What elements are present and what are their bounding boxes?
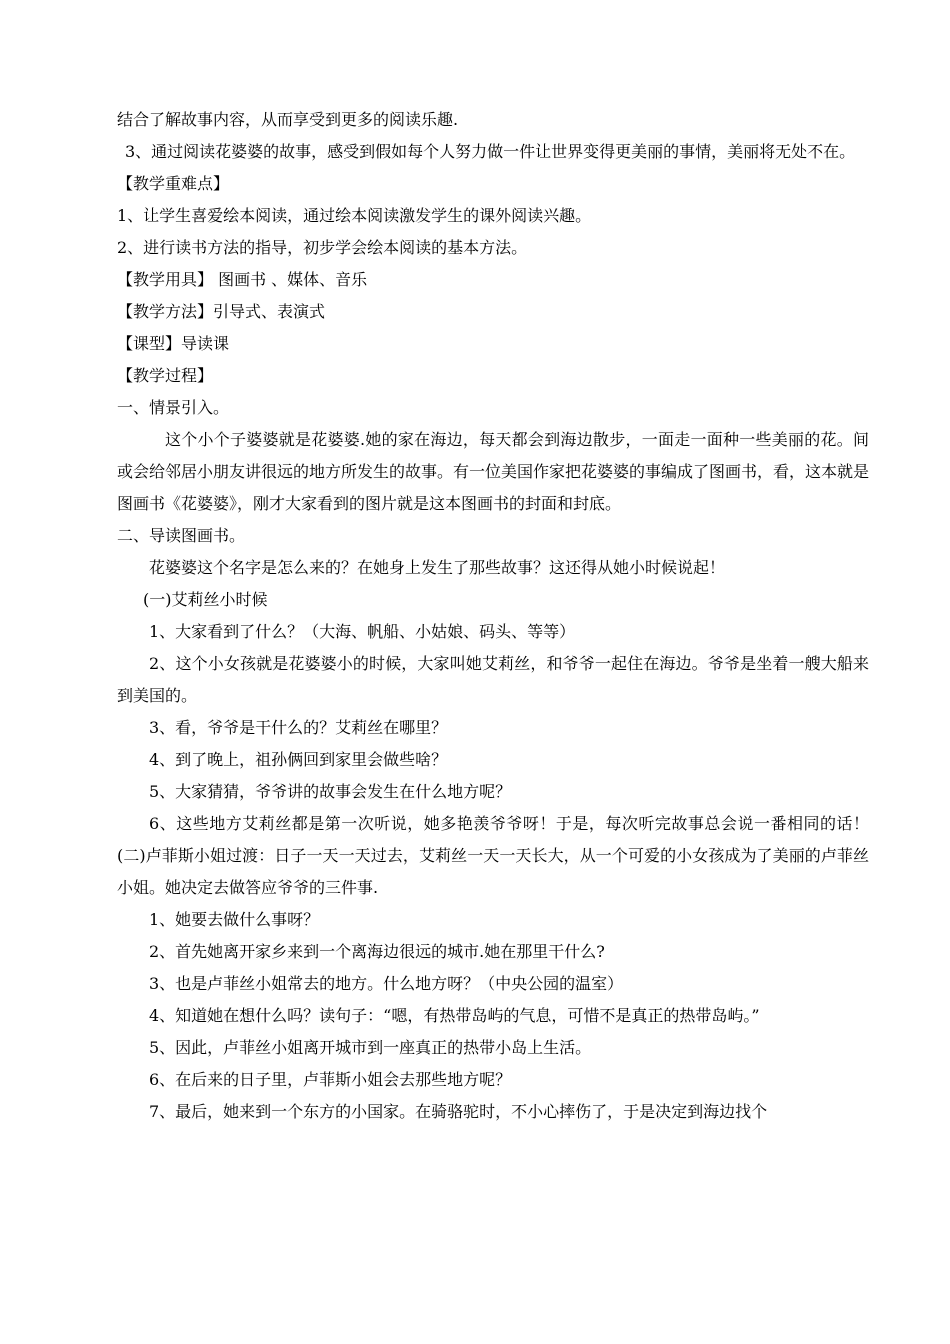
paragraph: 【课型】导读课 [117,334,230,353]
paragraph: 这个小个子婆婆就是花婆婆.她的家在海边，每天都会到海边散步，一面走一面种一些美丽的花。间或会给邻居小朋友讲很远的地方所发生的故事。有一位美国作家把花婆婆的事编成了图画书，看，这本就是图画书《花婆婆》，刚才大家看到的图片就是这本图画书的封面和封底。 [117,430,870,513]
paragraph: 3、看，爷爷是干什么的？艾莉丝在哪里？ [149,718,448,737]
paragraph: 二、导读图画书。 [117,526,246,545]
paragraph: 【教学重难点】 [117,174,230,193]
paragraph: 【教学用具】 图画书 、媒体、音乐 [117,270,368,289]
document-page [117,104,869,1128]
paragraph: 4、知道她在想什么吗？读句子：“嗯，有热带岛屿的气息，可惜不是真正的热带岛屿。” [149,1006,760,1025]
paragraph: 1、让学生喜爱绘本阅读，通过绘本阅读激发学生的课外阅读兴趣。 [117,206,592,225]
paragraph: 2、首先她离开家乡来到一个离海边很远的城市.她在那里干什么? [149,942,605,961]
paragraph: 【教学过程】 [117,366,214,385]
paragraph: 7、最后，她来到一个东方的小国家。在骑骆驼时，不小心摔伤了，于是决定到海边找个 [149,1102,768,1121]
paragraph: 5、因此，卢菲丝小姐离开城市到一座真正的热带小岛上生活。 [149,1038,592,1057]
paragraph: 6、在后来的日子里，卢菲斯小姐会去那些地方呢？ [149,1070,512,1089]
paragraph: 2、进行读书方法的指导，初步学会绘本阅读的基本方法。 [117,238,528,257]
paragraph: 2、这个小女孩就是花婆婆小的时候，大家叫她艾莉丝，和爷爷一起住在海边。爷爷是坐着一艘大船来到美国的。 [117,654,869,705]
paragraph: 3、通过阅读花婆婆的故事，感受到假如每个人努力做一件让世界变得更美丽的事情，美丽将无处不在。 [125,142,856,161]
paragraph: 5、大家猜猜，爷爷讲的故事会发生在什么地方呢？ [149,782,512,801]
paragraph: 6、这些地方艾莉丝都是第一次听说，她多艳羡爷爷呀！于是，每次听完故事总会说一番相同的话！(二)卢菲斯小姐过渡：日子一天一天过去，艾莉丝一天一天长大，从一个可爱的小女孩成为了美丽的卢菲丝小姐。她决定去做答应爷爷的三件事. [117,814,869,897]
paragraph: 结合了解故事内容，从而享受到更多的阅读乐趣. [117,110,459,129]
paragraph: 【教学方法】引导式、表演式 [117,302,326,321]
paragraph: 4、到了晚上，祖孙俩回到家里会做些啥？ [149,750,448,769]
paragraph: 3、也是卢菲丝小姐常去的地方。什么地方呀？（中央公园的温室） [149,974,624,993]
paragraph: 1、她要去做什么事呀？ [149,910,320,929]
paragraph: 1、大家看到了什么？（大海、帆船、小姑娘、码头、等等） [149,622,576,641]
paragraph: (一)艾莉丝小时候 [143,590,268,609]
paragraph: 花婆婆这个名字是怎么来的？在她身上发生了那些故事？这还得从她小时候说起！ [149,558,726,577]
paragraph: 一、情景引入。 [117,398,230,417]
